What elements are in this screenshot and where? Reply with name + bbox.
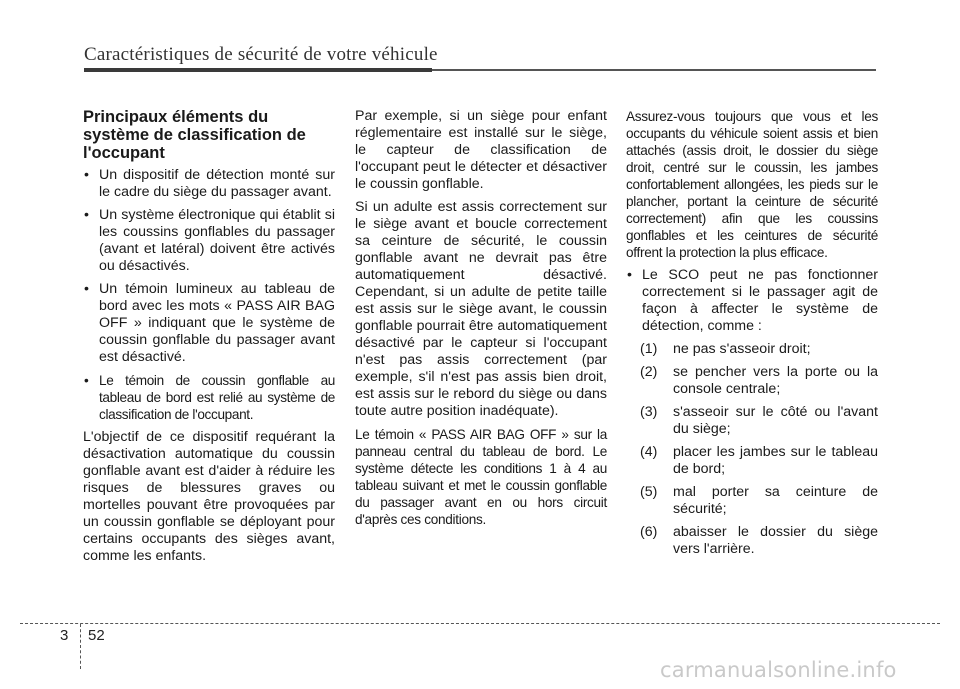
footer-rule bbox=[20, 623, 940, 624]
condition-text: placer les jambes sur le tableau de bord; bbox=[673, 444, 878, 477]
body-paragraph: Le témoin « PASS AIR BAG OFF » sur la panneau central du tableau de bord. Le système détecte les conditions 1 à 4 au tableau suivant et met le coussin gonflable du passager avant en ou hors circuit d'après ces conditions. bbox=[355, 427, 607, 527]
condition-number: (6) bbox=[640, 524, 658, 540]
list-item bbox=[626, 267, 878, 335]
conditions-list bbox=[626, 341, 878, 558]
watermark: carmanualsonline.info bbox=[660, 658, 897, 682]
components-list bbox=[83, 167, 335, 423]
list-item bbox=[83, 281, 335, 366]
condition-text: ne pas s'asseoir droit; bbox=[673, 341, 811, 357]
bullet-icon: • bbox=[84, 281, 89, 297]
body-paragraph: Assurez-vous toujours que vous et les occupants du véhicule soient assis et bien attachés (assis droit, le dossier du siège droit, centré sur le coussin, les jambes confortablement allongées, les pieds sur le plancher, portant la ceinture de sécurité correctement) afin que les coussins gonflables et les ceintures de sécurité offrent la protection la plus efficace. bbox=[626, 109, 878, 260]
section-heading: Principaux éléments du système de classification de l'occupant bbox=[83, 108, 306, 162]
condition-item bbox=[640, 341, 878, 358]
column-1 bbox=[83, 108, 335, 571]
list-item bbox=[83, 167, 335, 201]
condition-item bbox=[640, 364, 878, 398]
column-2 bbox=[355, 108, 607, 534]
bullet-icon: • bbox=[84, 373, 89, 388]
condition-text: abaisser le dossier du siège vers l'arrière. bbox=[673, 524, 878, 557]
condition-text: mal porter sa ceinture de sécurité; bbox=[673, 484, 878, 517]
condition-item bbox=[640, 404, 878, 438]
condition-number: (3) bbox=[640, 404, 658, 420]
condition-text: s'asseoir sur le côté ou l'avant du siège; bbox=[673, 404, 878, 437]
list-item bbox=[83, 372, 335, 423]
condition-number: (4) bbox=[640, 444, 658, 460]
page-number-separator bbox=[80, 624, 81, 669]
list-item-text: Un témoin lumineux au tableau de bord avec les mots « PASS AIR BAG OFF » indiquant que le système de coussin gonflable du passager avant est désactivé. bbox=[99, 281, 335, 365]
body-paragraph: Par exemple, si un siège pour enfant réglementaire est installé sur le siège, le capteur de classification de l'occupant peut le détecter et désactiver le coussin gonflable. bbox=[355, 108, 607, 192]
header-rule-thin bbox=[432, 69, 876, 71]
bullet-icon: • bbox=[84, 167, 89, 183]
chapter-number: 3 bbox=[60, 627, 69, 644]
condition-item bbox=[640, 524, 878, 558]
list-item bbox=[83, 207, 335, 275]
condition-number: (5) bbox=[640, 484, 658, 500]
bullet-icon: • bbox=[84, 207, 89, 223]
page-number: 52 bbox=[88, 627, 105, 644]
page-header-title: Caractéristiques de sécurité de votre véhicule bbox=[84, 44, 438, 65]
condition-item bbox=[640, 484, 878, 518]
column-3 bbox=[626, 108, 878, 564]
condition-number: (1) bbox=[640, 341, 658, 357]
body-paragraph: L'objectif de ce dispositif requérant la désactivation automatique du coussin gonflable avant est d'aider à réduire les risques de blessures graves ou mortelles pouvant être provoquées par un coussin gonflable se déployant pour certains occupants des sièges avant, comme les enfants. bbox=[83, 429, 335, 564]
body-paragraph: Si un adulte est assis correctement sur le siège avant et boucle correctement sa ceinture de sécurité, le coussin gonflable avant ne devrait pas être automatiquement désactivé. Cependant, si un adulte de petite taille est assis sur le siège avant, le coussin gonflable pourrait être automatiquement désactivé par le capteur si l'occupant n'est pas assis correctement (par exemple, s'il n'est pas assis bien droit, est assis sur le rebord du siège ou dans toute autre position inadéquate). bbox=[355, 199, 607, 419]
list-item-text: Un système électronique qui établit si les coussins gonflables du passager (avant et latéral) doivent être activés ou désactivés. bbox=[99, 207, 335, 274]
list-item-text: Le témoin de coussin gonflable au tableau de bord est relié au système de classification de l'occupant. bbox=[99, 373, 335, 422]
warning-list bbox=[626, 267, 878, 335]
list-item-text: Le SCO peut ne pas fonctionner correctement si le passager agit de façon à affecter le système de détection, comme : bbox=[642, 267, 878, 334]
header-rule-thick bbox=[84, 68, 432, 72]
condition-number: (2) bbox=[640, 364, 658, 380]
bullet-icon: • bbox=[627, 267, 632, 283]
list-item-text: Un dispositif de détection monté sur le cadre du siège du passager avant. bbox=[99, 167, 335, 200]
condition-text: se pencher vers la porte ou la console centrale; bbox=[673, 364, 878, 397]
condition-item bbox=[640, 444, 878, 478]
